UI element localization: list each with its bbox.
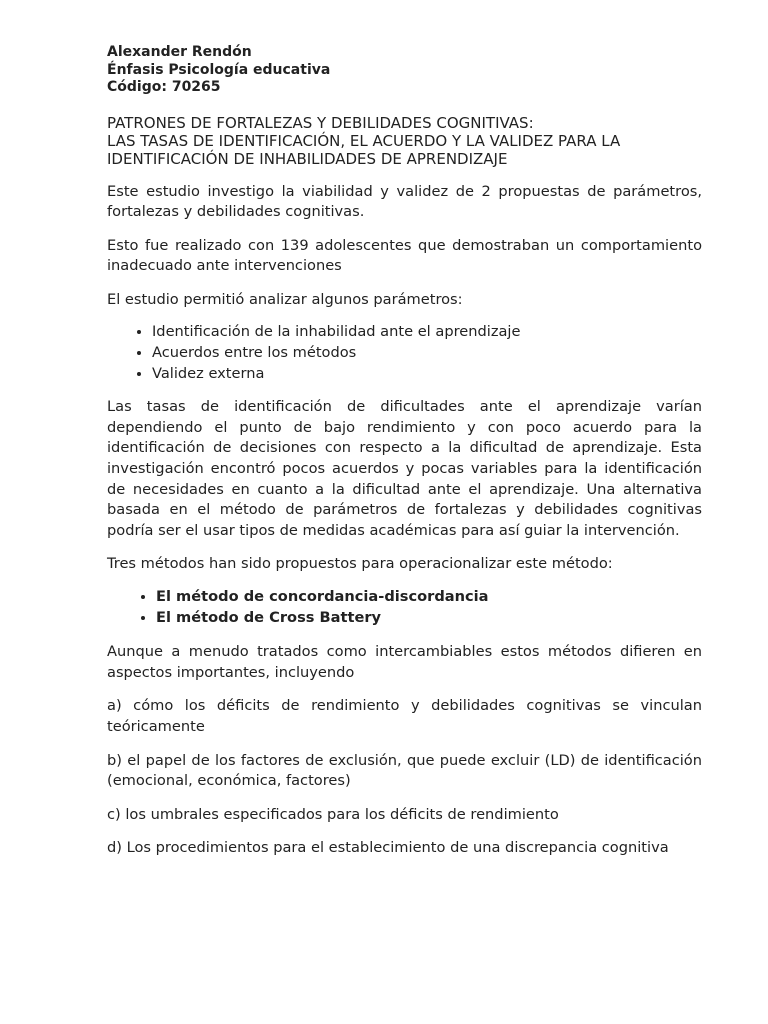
author-header: [107, 44, 702, 97]
list-item: • Validez externa: [152, 364, 702, 385]
paragraph-differences: Aunque a menudo tratados como intercambiables estos métodos difieren en aspectos importantes, incluyendo: [107, 643, 702, 681]
paragraph-item-b: b) el papel de los factores de exclusión, que puede excluir (LD) de identificación (emocional, económica, factores): [107, 751, 702, 790]
list-item: • Acuerdos entre los métodos: [152, 343, 702, 364]
author-name: Alexander Rendón: [107, 44, 252, 60]
paragraph-participants: Esto fue realizado con 139 adolescentes que demostraban un comportamiento inadecuado ante intervenciones: [107, 236, 702, 275]
paragraph-item-d: d) Los procedimientos para el establecimiento de una discrepancia cognitiva: [107, 839, 669, 857]
paragraph-item-c: c) los umbrales especificados para los déficits de rendimiento: [107, 805, 559, 823]
code-line: Código: 70265: [107, 79, 221, 95]
list-item: • El método de concordancia-discordancia: [156, 587, 702, 608]
title-line-3: IDENTIFICACIÓN DE INHABILIDADES DE APRENDIZAJE: [107, 149, 508, 168]
emphasis-line: Énfasis Psicología educativa: [107, 61, 331, 78]
list-item: • El método de Cross Battery: [156, 608, 702, 629]
parameters-list: [107, 322, 702, 384]
title-line-1: PATRONES DE FORTALEZAS Y DEBILIDADES COGNITIVAS:: [107, 113, 534, 132]
list-item: • Identificación de la inhabilidad ante el aprendizaje: [152, 322, 702, 343]
paragraph-study-intro: Este estudio investigo la viabilidad y validez de 2 propuestas de parámetros, fortalezas y debilidades cognitivas.: [107, 182, 702, 221]
paragraph-item-a: a) cómo los déficits de rendimiento y debilidades cognitivas se vinculan teóricamente: [107, 697, 702, 735]
document-title: [107, 114, 702, 168]
paragraph-identification-rates: Las tasas de identificación de dificultades ante el aprendizaje varían dependiendo el punto de bajo rendimiento y con poco acuerdo para la identificación de decisiones con respecto a la dificultad de aprendizaje. Esta investigación encontró pocos acuerdos y pocas variables para la identificación de necesidades en cuanto a la dificultad ante el aprendizaje. Una alternativa basada en el método de parámetros de fortalezas y debilidades cognitivas podría ser el usar tipos de medidas académicas para así guiar la intervención.: [107, 398, 702, 539]
paragraph-parameters-intro: El estudio permitió analizar algunos parámetros:: [107, 290, 463, 308]
methods-list: [107, 587, 702, 628]
paragraph-methods-intro: Tres métodos han sido propuestos para operacionalizar este método:: [107, 555, 613, 573]
title-line-2: LAS TASAS DE IDENTIFICACIÓN, EL ACUERDO Y LA VALIDEZ PARA LA: [107, 131, 621, 150]
